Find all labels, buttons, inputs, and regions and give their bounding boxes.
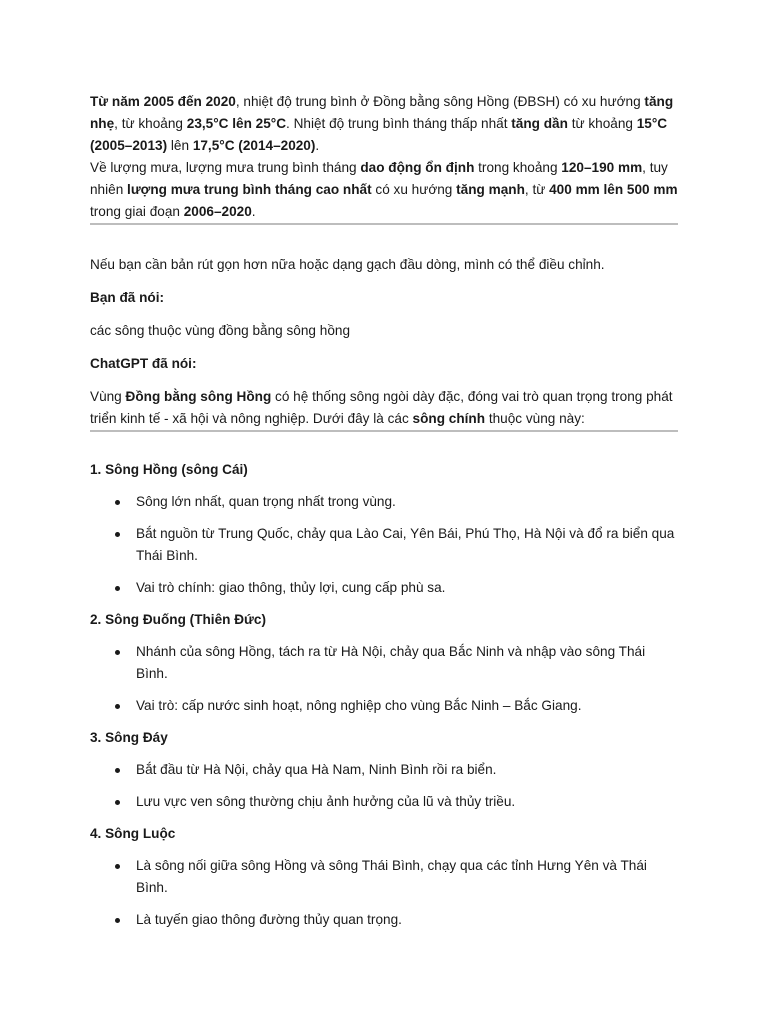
bold-text-run: Đồng bằng sông Hồng — [125, 389, 272, 404]
list-item: Bắt đầu từ Hà Nội, chảy qua Hà Nam, Ninh Bình rồi ra biển. — [136, 759, 678, 781]
bold-text-run: tăng mạnh — [456, 182, 525, 197]
text-run: trong giai đoạn — [90, 204, 184, 219]
river-heading: 4. Sông Luộc — [90, 826, 176, 841]
list-item: Là tuyến giao thông đường thủy quan trọng. — [136, 909, 678, 931]
user-label: Bạn đã nói: — [90, 290, 165, 305]
text-run: . — [251, 204, 256, 219]
list-item: Sông lớn nhất, quan trọng nhất trong vùng. — [136, 491, 678, 513]
text-run: Về lượng mưa, lượng mưa trung bình tháng — [90, 160, 361, 175]
text-run: , nhiệt độ trung bình ở Đồng bằng sông Hồng (ĐBSH) có xu hướng — [235, 94, 645, 109]
bold-text-run: 400 mm lên 500 mm — [549, 182, 678, 197]
text-run: lên — [167, 138, 193, 153]
text-run: trong khoảng — [474, 160, 562, 175]
river-section — [90, 727, 678, 813]
follow-up-note: Nếu bạn cần bản rút gọn hơn nữa hoặc dạng gạch đầu dòng, mình có thể điều chỉnh. — [90, 257, 605, 272]
list-item: Bắt nguồn từ Trung Quốc, chảy qua Lào Cai, Yên Bái, Phú Thọ, Hà Nội và đổ ra biển qua Thái Bình. — [136, 523, 678, 567]
river-heading: 2. Sông Đuống (Thiên Đức) — [90, 612, 266, 627]
list-item: Là sông nối giữa sông Hồng và sông Thái Bình, chạy qua các tỉnh Hưng Yên và Thái Bình. — [136, 855, 678, 899]
river-heading: 3. Sông Đáy — [90, 730, 168, 745]
text-run: thuộc vùng này: — [485, 411, 585, 426]
bold-text-run: sông chính — [412, 411, 486, 426]
bold-text-run: tăng dần — [511, 116, 568, 131]
text-run: , tuy nhiên — [90, 160, 668, 197]
bold-text-run: lượng mưa trung bình tháng cao nhất — [127, 182, 372, 197]
bold-text-run: 23,5°C lên 25°C — [186, 116, 287, 131]
river-sections — [90, 459, 678, 931]
list-item: Vai trò: cấp nước sinh hoạt, nông nghiệp cho vùng Bắc Ninh – Bắc Giang. — [136, 695, 678, 717]
intro-summary — [90, 91, 678, 223]
text-run: . — [315, 138, 320, 153]
assistant-reply-intro — [90, 386, 678, 430]
list-item: Nhánh của sông Hồng, tách ra từ Hà Nội, chảy qua Bắc Ninh và nhập vào sông Thái Bình. — [136, 641, 678, 685]
bold-text-run: 120–190 mm — [561, 160, 643, 175]
river-section — [90, 459, 678, 599]
text-run: . Nhiệt độ trung bình tháng thấp nhất — [286, 116, 512, 131]
river-facts-list — [90, 641, 678, 717]
river-facts-list — [90, 491, 678, 599]
bold-text-run: dao động ổn định — [360, 160, 475, 175]
text-run: từ khoảng — [567, 116, 637, 131]
list-item: Lưu vực ven sông thường chịu ảnh hưởng của lũ và thủy triều. — [136, 791, 678, 813]
divider — [90, 223, 678, 225]
text-run: , từ — [524, 182, 550, 197]
intro-paragraph-temperature — [90, 91, 678, 157]
assistant-label: ChatGPT đã nói: — [90, 356, 197, 371]
bold-text-run: Từ năm 2005 đến 2020 — [90, 94, 236, 109]
river-heading: 1. Sông Hồng (sông Cái) — [90, 462, 248, 477]
text-run: có xu hướng — [371, 182, 457, 197]
user-message: các sông thuộc vùng đồng bằng sông hồng — [90, 323, 351, 338]
intro-paragraph-rainfall — [90, 157, 678, 223]
bold-text-run: 15°C (2005–2013) — [90, 116, 668, 153]
bold-text-run: 17,5°C (2014–2020) — [192, 138, 316, 153]
bold-text-run: 2006–2020 — [183, 204, 252, 219]
bold-text-run: tăng nhẹ — [90, 94, 674, 131]
river-facts-list — [90, 759, 678, 813]
list-item: Vai trò chính: giao thông, thủy lợi, cung cấp phù sa. — [136, 577, 678, 599]
river-facts-list — [90, 855, 678, 931]
text-run: , từ khoảng — [114, 116, 187, 131]
text-run: có hệ thống sông ngòi dày đặc, đóng vai trò quan trọng trong phát triển kinh tế - xã hội và nông nghiệp. Dưới đây là các — [90, 389, 673, 426]
divider — [90, 430, 678, 432]
river-section — [90, 609, 678, 717]
text-run: Vùng — [90, 389, 126, 404]
river-section — [90, 823, 678, 931]
